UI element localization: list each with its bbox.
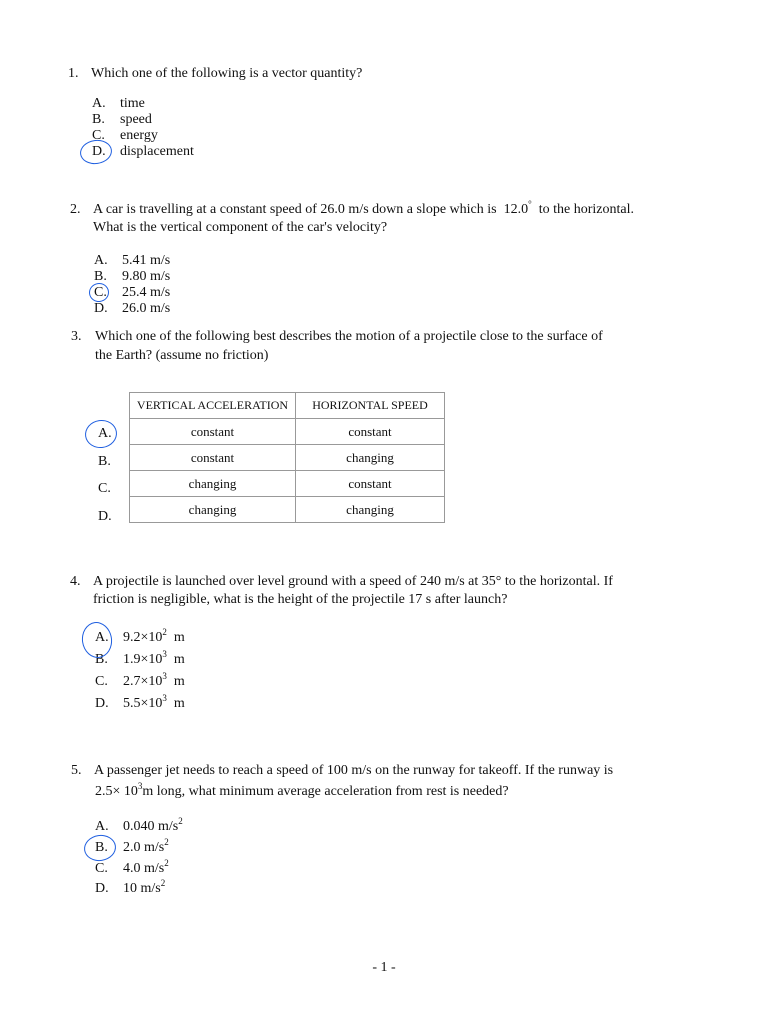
table-cell: constant	[296, 419, 445, 445]
option-c: C. 4.0 $m/s^2$	[95, 858, 169, 876]
question-number: 3.	[71, 329, 82, 344]
option-c: C. $2.7\times 10^3$ m	[95, 671, 185, 689]
question-text-line2: friction is negligible, what is the height of the projectile 17 s after launch?	[93, 592, 508, 607]
question-text: Which one of the following is a vector quantity?	[91, 66, 363, 81]
option-b: B. speed	[92, 112, 152, 127]
table-cell: changing	[296, 445, 445, 471]
table-row	[130, 471, 445, 497]
question-text-line1: A projectile is launched over level ground with a speed of 240 m/s at 35° to the horizontal. If	[93, 574, 613, 589]
table-cell: changing	[130, 471, 296, 497]
question-number: 1.	[68, 66, 79, 81]
table-cell: constant	[130, 419, 296, 445]
option-a: A. time	[92, 96, 145, 111]
option-c: C. energy	[92, 128, 158, 143]
table-cell: constant	[296, 471, 445, 497]
table-cell: constant	[130, 445, 296, 471]
table-row	[130, 497, 445, 523]
option-d: D. 26.0 m/s	[94, 301, 171, 316]
question-number: 2.	[70, 202, 81, 217]
question-text-line2: What is the vertical component of the car's velocity?	[93, 220, 388, 235]
option-a: A. $9.2\times 10^2$ m	[95, 627, 185, 645]
option-a: A. 5.41 m/s	[94, 253, 171, 268]
table-row	[130, 419, 445, 445]
question-text-line1: Which one of the following best describes the motion of a projectile close to the surface of	[95, 329, 603, 344]
option-c: C. 25.4 m/s	[94, 285, 171, 300]
row-label-c: C.	[98, 481, 111, 496]
question-text-line1: A passenger jet needs to reach a speed of 100 m/s on the runway for takeoff. If the runway is	[94, 763, 614, 778]
row-label-b: B.	[98, 454, 111, 469]
option-d: D. $5.5\times 10^3$ m	[95, 693, 185, 711]
question-text-line1: A car is travelling at a constant speed of 26.0 m/s down a slope which is 12.0° to the horizontal.	[93, 199, 634, 217]
option-b: B. 9.80 m/s	[94, 269, 171, 284]
option-d: D. displacement	[92, 144, 194, 159]
header-horizontal-speed: HORIZONTAL SPEED	[296, 393, 445, 419]
question-text-line2: the Earth? (assume no friction)	[95, 348, 269, 363]
table-cell: changing	[296, 497, 445, 523]
table-header-row	[130, 393, 445, 419]
row-label-d: D.	[98, 509, 112, 524]
header-vertical-acceleration: VERTICAL ACCELERATION	[130, 393, 296, 419]
question-number: 5.	[71, 763, 82, 778]
page-number: - 1 -	[372, 960, 396, 975]
option-b: B. 2.0 $m/s^2$	[95, 837, 169, 855]
table-cell: changing	[130, 497, 296, 523]
option-d: D. 10 $m/s^2$	[95, 878, 166, 896]
option-a: A. 0.040 $m/s^2$	[95, 816, 183, 834]
answer-table	[129, 392, 445, 523]
row-label-a: A.	[98, 426, 112, 441]
option-b: B. $1.9\times 10^3$ m	[95, 649, 185, 667]
question-number: 4.	[70, 574, 81, 589]
question-text-line2: $2.5\times 10^3m$ long, what minimum average acceleration from rest is needed?	[95, 781, 509, 799]
table-row	[130, 445, 445, 471]
